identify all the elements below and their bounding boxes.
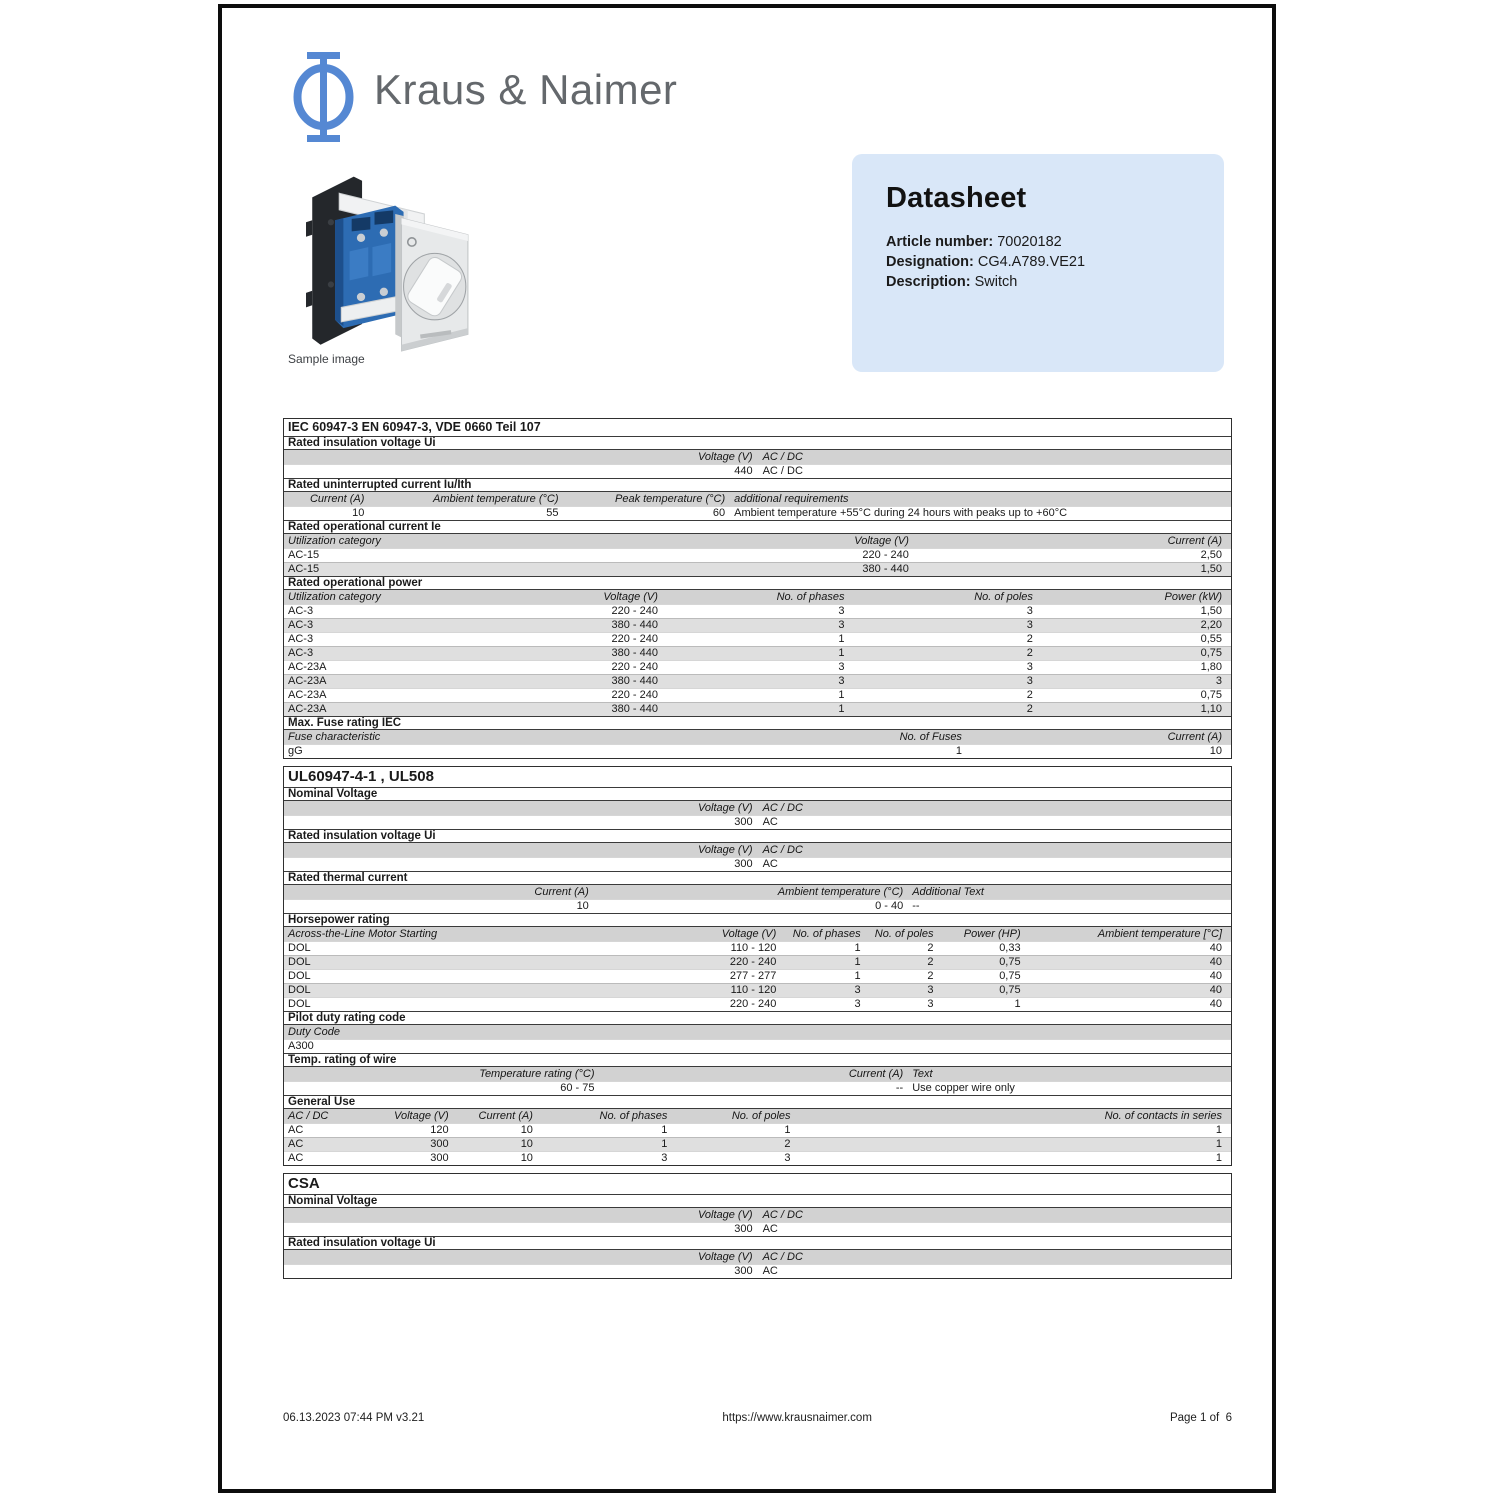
table-cell: AC-15 bbox=[288, 563, 320, 575]
table-cell: AC-3 bbox=[288, 647, 314, 659]
table-cell: Voltage (V) bbox=[721, 928, 777, 940]
table-cell: 300 bbox=[430, 1152, 449, 1164]
table-cell: AC bbox=[288, 1124, 304, 1136]
section-heading: Rated insulation voltage Ui bbox=[284, 829, 1231, 843]
table-cell: 1 bbox=[1014, 998, 1021, 1010]
table-cell: Across-the-Line Motor Starting bbox=[288, 928, 438, 940]
table-cell: Power (HP) bbox=[963, 928, 1021, 940]
table-cell: 3 bbox=[1026, 605, 1033, 617]
table-cell: 1 bbox=[854, 956, 861, 968]
article-number-label: Article number: bbox=[886, 234, 994, 250]
table-cell: 40 bbox=[1209, 998, 1222, 1010]
table-row bbox=[284, 660, 1231, 674]
table-cell: 1 bbox=[661, 1124, 668, 1136]
table-row bbox=[284, 674, 1231, 688]
table-cell: 10 bbox=[520, 1152, 533, 1164]
table-cell: AC bbox=[288, 1152, 304, 1164]
table-header-row bbox=[284, 927, 1231, 941]
table-cell: No. of Fuses bbox=[899, 731, 962, 743]
table-cell: 2 bbox=[1026, 689, 1033, 701]
table-cell: 1 bbox=[838, 703, 845, 715]
table-cell: AC bbox=[762, 858, 778, 870]
table-cell: 1,80 bbox=[1200, 661, 1222, 673]
table-cell: 3 bbox=[838, 619, 845, 631]
table-cell: AC / DC bbox=[762, 844, 803, 856]
table-cell: 40 bbox=[1209, 984, 1222, 996]
table-cell: 2,20 bbox=[1200, 619, 1222, 631]
table-row bbox=[284, 1081, 1231, 1095]
table-cell: -- bbox=[895, 1082, 904, 1094]
section-heading: Rated insulation voltage Ui bbox=[284, 436, 1231, 450]
table-row bbox=[284, 1264, 1231, 1278]
designation-line bbox=[886, 252, 1224, 272]
table-cell: 110 - 120 bbox=[730, 942, 777, 954]
table-title: CSA bbox=[288, 1175, 320, 1192]
designation-label: Designation: bbox=[886, 254, 974, 270]
table-cell: Voltage (V) bbox=[603, 591, 658, 603]
table-cell: 0,75 bbox=[1200, 647, 1222, 659]
table-cell: 277 - 277 bbox=[729, 970, 777, 982]
table-cell: 380 - 440 bbox=[611, 619, 658, 631]
table-cell: AC / DC bbox=[762, 802, 803, 814]
footer-url: https://www.krausnaimer.com bbox=[722, 1412, 872, 1424]
table-row bbox=[284, 562, 1231, 576]
table-header-row bbox=[284, 801, 1231, 815]
table-cell: Duty Code bbox=[288, 1026, 340, 1038]
table-row bbox=[284, 941, 1231, 955]
table-cell: 380 - 440 bbox=[611, 703, 658, 715]
table-cell: 120 bbox=[430, 1124, 449, 1136]
table-header-row bbox=[284, 885, 1231, 899]
table-cell: Current (A) bbox=[309, 493, 365, 505]
table-cell: 3 bbox=[1215, 675, 1222, 687]
table-cell: 1 bbox=[838, 633, 845, 645]
table-cell: 3 bbox=[927, 998, 934, 1010]
table-cell: 1 bbox=[1215, 1124, 1222, 1136]
datasheet-info bbox=[886, 232, 1224, 292]
page-title: Datasheet bbox=[886, 182, 1027, 214]
table-cell: 300 bbox=[430, 1138, 449, 1150]
table-cell: 220 - 240 bbox=[862, 549, 909, 561]
table-cell: 60 - 75 bbox=[560, 1082, 595, 1094]
kraus-naimer-phi-logo-icon bbox=[286, 52, 360, 142]
table-cell: Voltage (V) bbox=[854, 535, 909, 547]
table-row bbox=[284, 1039, 1231, 1053]
table-cell: A300 bbox=[288, 1040, 314, 1052]
table-cell: 220 - 240 bbox=[611, 605, 658, 617]
table-cell: 10 bbox=[1209, 745, 1222, 757]
section-heading: Rated operational current Ie bbox=[284, 520, 1231, 534]
table-cell: 3 bbox=[1026, 661, 1033, 673]
table-row bbox=[284, 688, 1231, 702]
table-cell: 2 bbox=[927, 970, 934, 982]
table-cell: 1 bbox=[1215, 1152, 1222, 1164]
table-row bbox=[284, 744, 1231, 758]
table-row bbox=[284, 646, 1231, 660]
table-cell: Utilization category bbox=[288, 535, 381, 547]
table-cell: 220 - 240 bbox=[611, 689, 658, 701]
table-cell: 55 bbox=[546, 507, 559, 519]
product-sample-image bbox=[298, 160, 478, 352]
table-row bbox=[284, 815, 1231, 829]
table-cell: Current (A) bbox=[1167, 535, 1222, 547]
description-line bbox=[886, 272, 1224, 292]
table-cell: 1 bbox=[661, 1138, 668, 1150]
table-cell: 0 - 40 bbox=[875, 900, 904, 912]
table-cell: No. of phases bbox=[776, 591, 845, 603]
footer-page-number: Page 1 of 6 bbox=[1169, 1412, 1232, 1424]
table-cell: 10 bbox=[520, 1124, 533, 1136]
page-footer bbox=[283, 1412, 1232, 1424]
section-heading: Rated insulation voltage Ui bbox=[284, 1236, 1231, 1250]
table-cell: 1 bbox=[838, 647, 845, 659]
table-cell: 2 bbox=[784, 1138, 791, 1150]
sample-image-caption: Sample image bbox=[288, 352, 365, 366]
table-header-row bbox=[284, 492, 1231, 506]
table-cell: 2 bbox=[1026, 633, 1033, 645]
table-row bbox=[284, 1222, 1231, 1236]
table-row bbox=[284, 632, 1231, 646]
table-cell: AC bbox=[762, 1223, 778, 1235]
table-cell: AC-15 bbox=[288, 549, 320, 561]
table-cell: 380 - 440 bbox=[611, 675, 658, 687]
table-cell: Ambient temperature +55°C during 24 hours with peaks up to +60°C bbox=[734, 507, 1068, 519]
section-heading: Rated uninterrupted current Iu/Ith bbox=[284, 478, 1231, 492]
table-cell: 1 bbox=[784, 1124, 791, 1136]
table-cell: 3 bbox=[854, 998, 861, 1010]
table-cell: 10 bbox=[352, 507, 365, 519]
table-cell: 1 bbox=[854, 970, 861, 982]
section-heading: General Use bbox=[284, 1095, 1231, 1109]
brand-name: Kraus & Naimer bbox=[374, 66, 678, 113]
table-cell: AC / DC bbox=[288, 1110, 329, 1122]
table-row bbox=[284, 464, 1231, 478]
table-cell: No. of poles bbox=[974, 591, 1033, 603]
table-cell: AC / DC bbox=[762, 451, 803, 463]
table-cell: 1 bbox=[1215, 1138, 1222, 1150]
table-cell: DOL bbox=[288, 984, 311, 996]
datasheet-panel bbox=[852, 154, 1224, 372]
table-cell: AC-3 bbox=[288, 633, 314, 645]
table-cell: Current (A) bbox=[534, 886, 589, 898]
table-cell: 2 bbox=[927, 956, 934, 968]
spec-table bbox=[283, 418, 1232, 759]
table-cell: 3 bbox=[1026, 619, 1033, 631]
table-cell: 40 bbox=[1209, 956, 1222, 968]
table-cell: No. of poles bbox=[874, 928, 934, 940]
table-cell: 3 bbox=[838, 661, 845, 673]
article-number-line bbox=[886, 232, 1224, 252]
table-cell: AC-23A bbox=[288, 661, 327, 673]
table-cell: 1 bbox=[955, 745, 962, 757]
table-cell: 3 bbox=[661, 1152, 668, 1164]
table-header-row bbox=[284, 1067, 1231, 1081]
table-row bbox=[284, 899, 1231, 913]
spec-table bbox=[283, 1173, 1232, 1279]
table-cell: 40 bbox=[1209, 942, 1222, 954]
table-cell: 0,75 bbox=[1200, 689, 1222, 701]
section-heading: Nominal Voltage bbox=[284, 787, 1231, 801]
description-value: Switch bbox=[974, 274, 1018, 290]
table-cell: additional requirements bbox=[734, 493, 849, 505]
table-cell: 110 - 120 bbox=[730, 984, 777, 996]
table-cell: 3 bbox=[1026, 675, 1033, 687]
table-cell: Voltage (V) bbox=[697, 1251, 753, 1263]
table-cell: Current (A) bbox=[478, 1110, 533, 1122]
table-cell: 300 bbox=[734, 816, 753, 828]
designation-value: CG4.A789.VE21 bbox=[977, 254, 1086, 270]
table-cell: AC bbox=[762, 816, 778, 828]
table-cell: 220 - 240 bbox=[611, 633, 658, 645]
table-cell: 0,75 bbox=[999, 970, 1021, 982]
table-cell: AC-23A bbox=[288, 675, 327, 687]
table-cell: 220 - 240 bbox=[611, 661, 658, 673]
table-cell: DOL bbox=[288, 998, 311, 1010]
tables bbox=[283, 418, 1232, 1286]
table-cell: 300 bbox=[734, 1265, 753, 1277]
table-header-row bbox=[284, 1208, 1231, 1222]
table-row bbox=[284, 955, 1231, 969]
table-cell: 1,50 bbox=[1200, 605, 1222, 617]
table-header-row bbox=[284, 450, 1231, 464]
table-cell: 300 bbox=[734, 1223, 753, 1235]
table-cell: Voltage (V) bbox=[697, 1209, 753, 1221]
table-cell: 40 bbox=[1209, 970, 1222, 982]
table-cell: 1,10 bbox=[1200, 703, 1222, 715]
table-cell: Voltage (V) bbox=[394, 1110, 449, 1122]
table-cell: 0,33 bbox=[999, 942, 1021, 954]
table-row bbox=[284, 1137, 1231, 1151]
table-header-row bbox=[284, 730, 1231, 744]
table-row bbox=[284, 548, 1231, 562]
section-heading: Nominal Voltage bbox=[284, 1194, 1231, 1208]
table-row bbox=[284, 604, 1231, 618]
table-title: UL60947-4-1 , UL508 bbox=[288, 768, 434, 785]
table-header-row bbox=[284, 590, 1231, 604]
table-cell: gG bbox=[288, 745, 303, 757]
table-cell: AC bbox=[762, 1265, 778, 1277]
table-row bbox=[284, 506, 1231, 520]
table-cell: AC bbox=[288, 1138, 304, 1150]
table-cell: 1,50 bbox=[1200, 563, 1222, 575]
table-cell: AC / DC bbox=[762, 1251, 803, 1263]
table-header-row bbox=[284, 843, 1231, 857]
table-cell: AC / DC bbox=[762, 465, 803, 477]
table-cell: 220 - 240 bbox=[729, 956, 777, 968]
table-cell: 300 bbox=[734, 858, 753, 870]
table-cell: 3 bbox=[838, 605, 845, 617]
table-cell: 10 bbox=[520, 1138, 533, 1150]
table-row bbox=[284, 618, 1231, 632]
table-cell: 3 bbox=[784, 1152, 791, 1164]
table-cell: Ambient temperature (°C) bbox=[433, 493, 559, 505]
table-cell: 380 - 440 bbox=[862, 563, 909, 575]
table-cell: Text bbox=[912, 1068, 933, 1080]
table-cell: No. of phases bbox=[792, 928, 861, 940]
table-cell: 440 bbox=[734, 465, 753, 477]
table-header-row bbox=[284, 534, 1231, 548]
table-cell: Current (A) bbox=[848, 1068, 904, 1080]
table-header-row bbox=[284, 1025, 1231, 1039]
table-cell: AC / DC bbox=[762, 1209, 803, 1221]
table-cell: 2 bbox=[1026, 647, 1033, 659]
table-cell: 220 - 240 bbox=[729, 998, 777, 1010]
table-cell: Peak temperature (°C) bbox=[615, 493, 726, 505]
table-header-row bbox=[284, 1109, 1231, 1123]
table-cell: 3 bbox=[854, 984, 861, 996]
table-cell: Power (kW) bbox=[1164, 591, 1222, 603]
table-cell: 3 bbox=[927, 984, 934, 996]
section-heading: Horsepower rating bbox=[284, 913, 1231, 927]
section-heading: Max. Fuse rating IEC bbox=[284, 716, 1231, 730]
datasheet-page bbox=[218, 4, 1276, 1493]
table-row bbox=[284, 1151, 1231, 1165]
table-cell: 2 bbox=[927, 942, 934, 954]
table-cell: 60 bbox=[712, 507, 726, 519]
table-row bbox=[284, 1123, 1231, 1137]
table-cell: -- bbox=[912, 900, 920, 912]
table-cell: Additional Text bbox=[912, 886, 984, 898]
table-row bbox=[284, 969, 1231, 983]
table-cell: 0,75 bbox=[999, 956, 1021, 968]
table-cell: 380 - 440 bbox=[611, 647, 658, 659]
table-cell: No. of phases bbox=[599, 1110, 668, 1122]
table-cell: Voltage (V) bbox=[697, 802, 753, 814]
table-cell: Voltage (V) bbox=[697, 844, 753, 856]
table-row bbox=[284, 983, 1231, 997]
table-cell: Voltage (V) bbox=[697, 451, 753, 463]
table-row bbox=[284, 857, 1231, 871]
article-number-value: 70020182 bbox=[997, 234, 1062, 250]
table-cell: AC-3 bbox=[288, 619, 314, 631]
table-cell: 1 bbox=[838, 689, 845, 701]
section-heading: Temp. rating of wire bbox=[284, 1053, 1231, 1067]
spec-table bbox=[283, 766, 1232, 1166]
section-heading: Rated operational power bbox=[284, 576, 1231, 590]
description-label: Description: bbox=[886, 274, 971, 290]
table-cell: DOL bbox=[288, 970, 311, 982]
section-heading: Rated thermal current bbox=[284, 871, 1231, 885]
table-cell: AC-23A bbox=[288, 689, 327, 701]
table-cell: No. of poles bbox=[731, 1110, 791, 1122]
table-cell: 1 bbox=[854, 942, 861, 954]
table-cell: Fuse characteristic bbox=[288, 731, 381, 743]
table-cell: 0,55 bbox=[1200, 633, 1222, 645]
table-cell: Utilization category bbox=[288, 591, 381, 603]
table-cell: Current (A) bbox=[1167, 731, 1222, 743]
table-cell: DOL bbox=[288, 956, 311, 968]
table-cell: 2 bbox=[1026, 703, 1033, 715]
table-cell: DOL bbox=[288, 942, 311, 954]
footer-date-version: 06.13.2023 07:44 PM v3.21 bbox=[283, 1412, 425, 1424]
table-cell: Ambient temperature (°C) bbox=[777, 886, 904, 898]
table-title: IEC 60947-3 EN 60947-3, VDE 0660 Teil 107 bbox=[288, 420, 541, 434]
table-cell: Ambient temperature [°C] bbox=[1097, 928, 1222, 940]
table-cell: AC-23A bbox=[288, 703, 327, 715]
table-cell: 0,75 bbox=[999, 984, 1021, 996]
table-cell: Use copper wire only bbox=[912, 1082, 1015, 1094]
table-cell: AC-3 bbox=[288, 605, 314, 617]
table-row bbox=[284, 702, 1231, 716]
table-cell: Temperature rating (°C) bbox=[479, 1068, 595, 1080]
table-cell: 10 bbox=[576, 900, 589, 912]
table-header-row bbox=[284, 1250, 1231, 1264]
table-cell: 2,50 bbox=[1200, 549, 1222, 561]
table-cell: No. of contacts in series bbox=[1104, 1110, 1222, 1122]
section-heading: Pilot duty rating code bbox=[284, 1011, 1231, 1025]
table-row bbox=[284, 997, 1231, 1011]
table-cell: 3 bbox=[838, 675, 845, 687]
